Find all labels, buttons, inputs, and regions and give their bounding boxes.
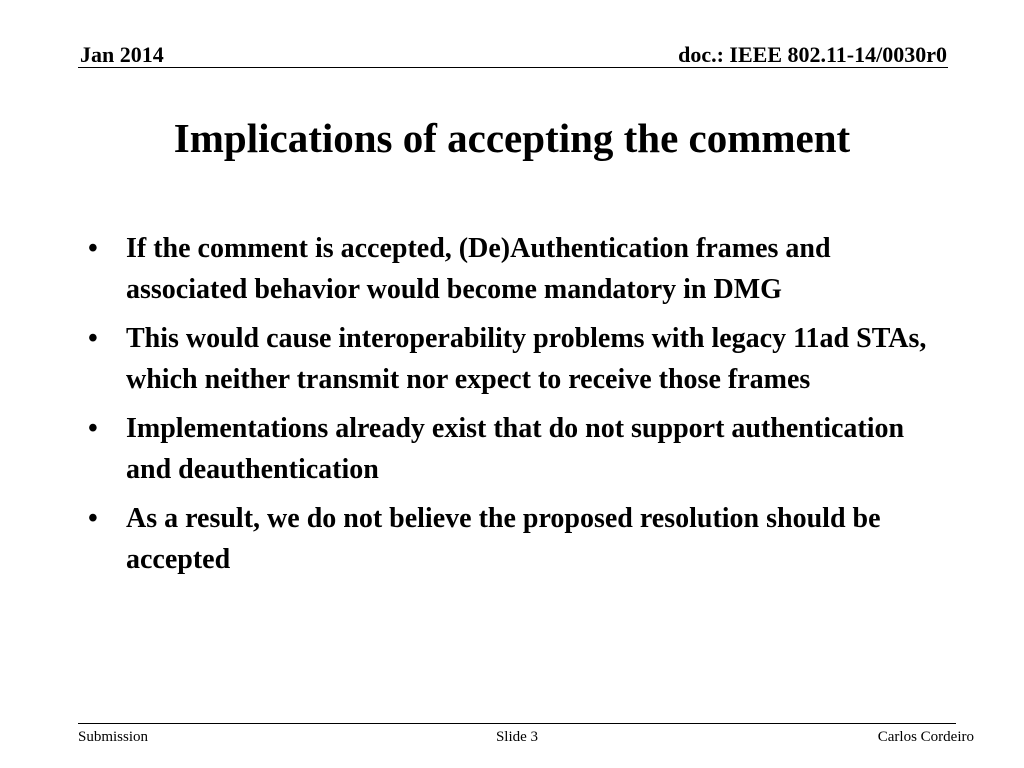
bullet-icon: • (88, 413, 98, 444)
bullet-icon: • (88, 323, 98, 354)
bullet-text: This would cause interoperability problems with legacy 11ad STAs, which neither transmit nor expect to receive those frames (126, 323, 927, 395)
footer-submission: Submission (78, 729, 149, 745)
slide-title: Implications of accepting the comment (173, 115, 851, 161)
bullet-item (88, 499, 938, 580)
header-date: Jan 2014 (80, 42, 164, 67)
bullet-item (88, 409, 938, 490)
header-divider (78, 67, 948, 68)
footer-author: Carlos Cordeiro (877, 729, 974, 745)
bullet-text: As a result, we do not believe the proposed resolution should be accepted (126, 503, 881, 575)
bullet-icon: • (88, 503, 98, 534)
footer-divider (78, 723, 956, 724)
footer-slide-number: Slide 3 (495, 729, 539, 745)
bullet-text: Implementations already exist that do not support authentication and deauthentication (126, 413, 905, 485)
bullet-item (88, 319, 938, 400)
bullet-list (88, 229, 938, 589)
header-doc-id: doc.: IEEE 802.11-14/0030r0 (678, 42, 947, 67)
bullet-text: If the comment is accepted, (De)Authentication frames and associated behavior would become mandatory in DMG (126, 233, 831, 305)
bullet-item (88, 229, 938, 310)
bullet-icon: • (88, 233, 98, 264)
